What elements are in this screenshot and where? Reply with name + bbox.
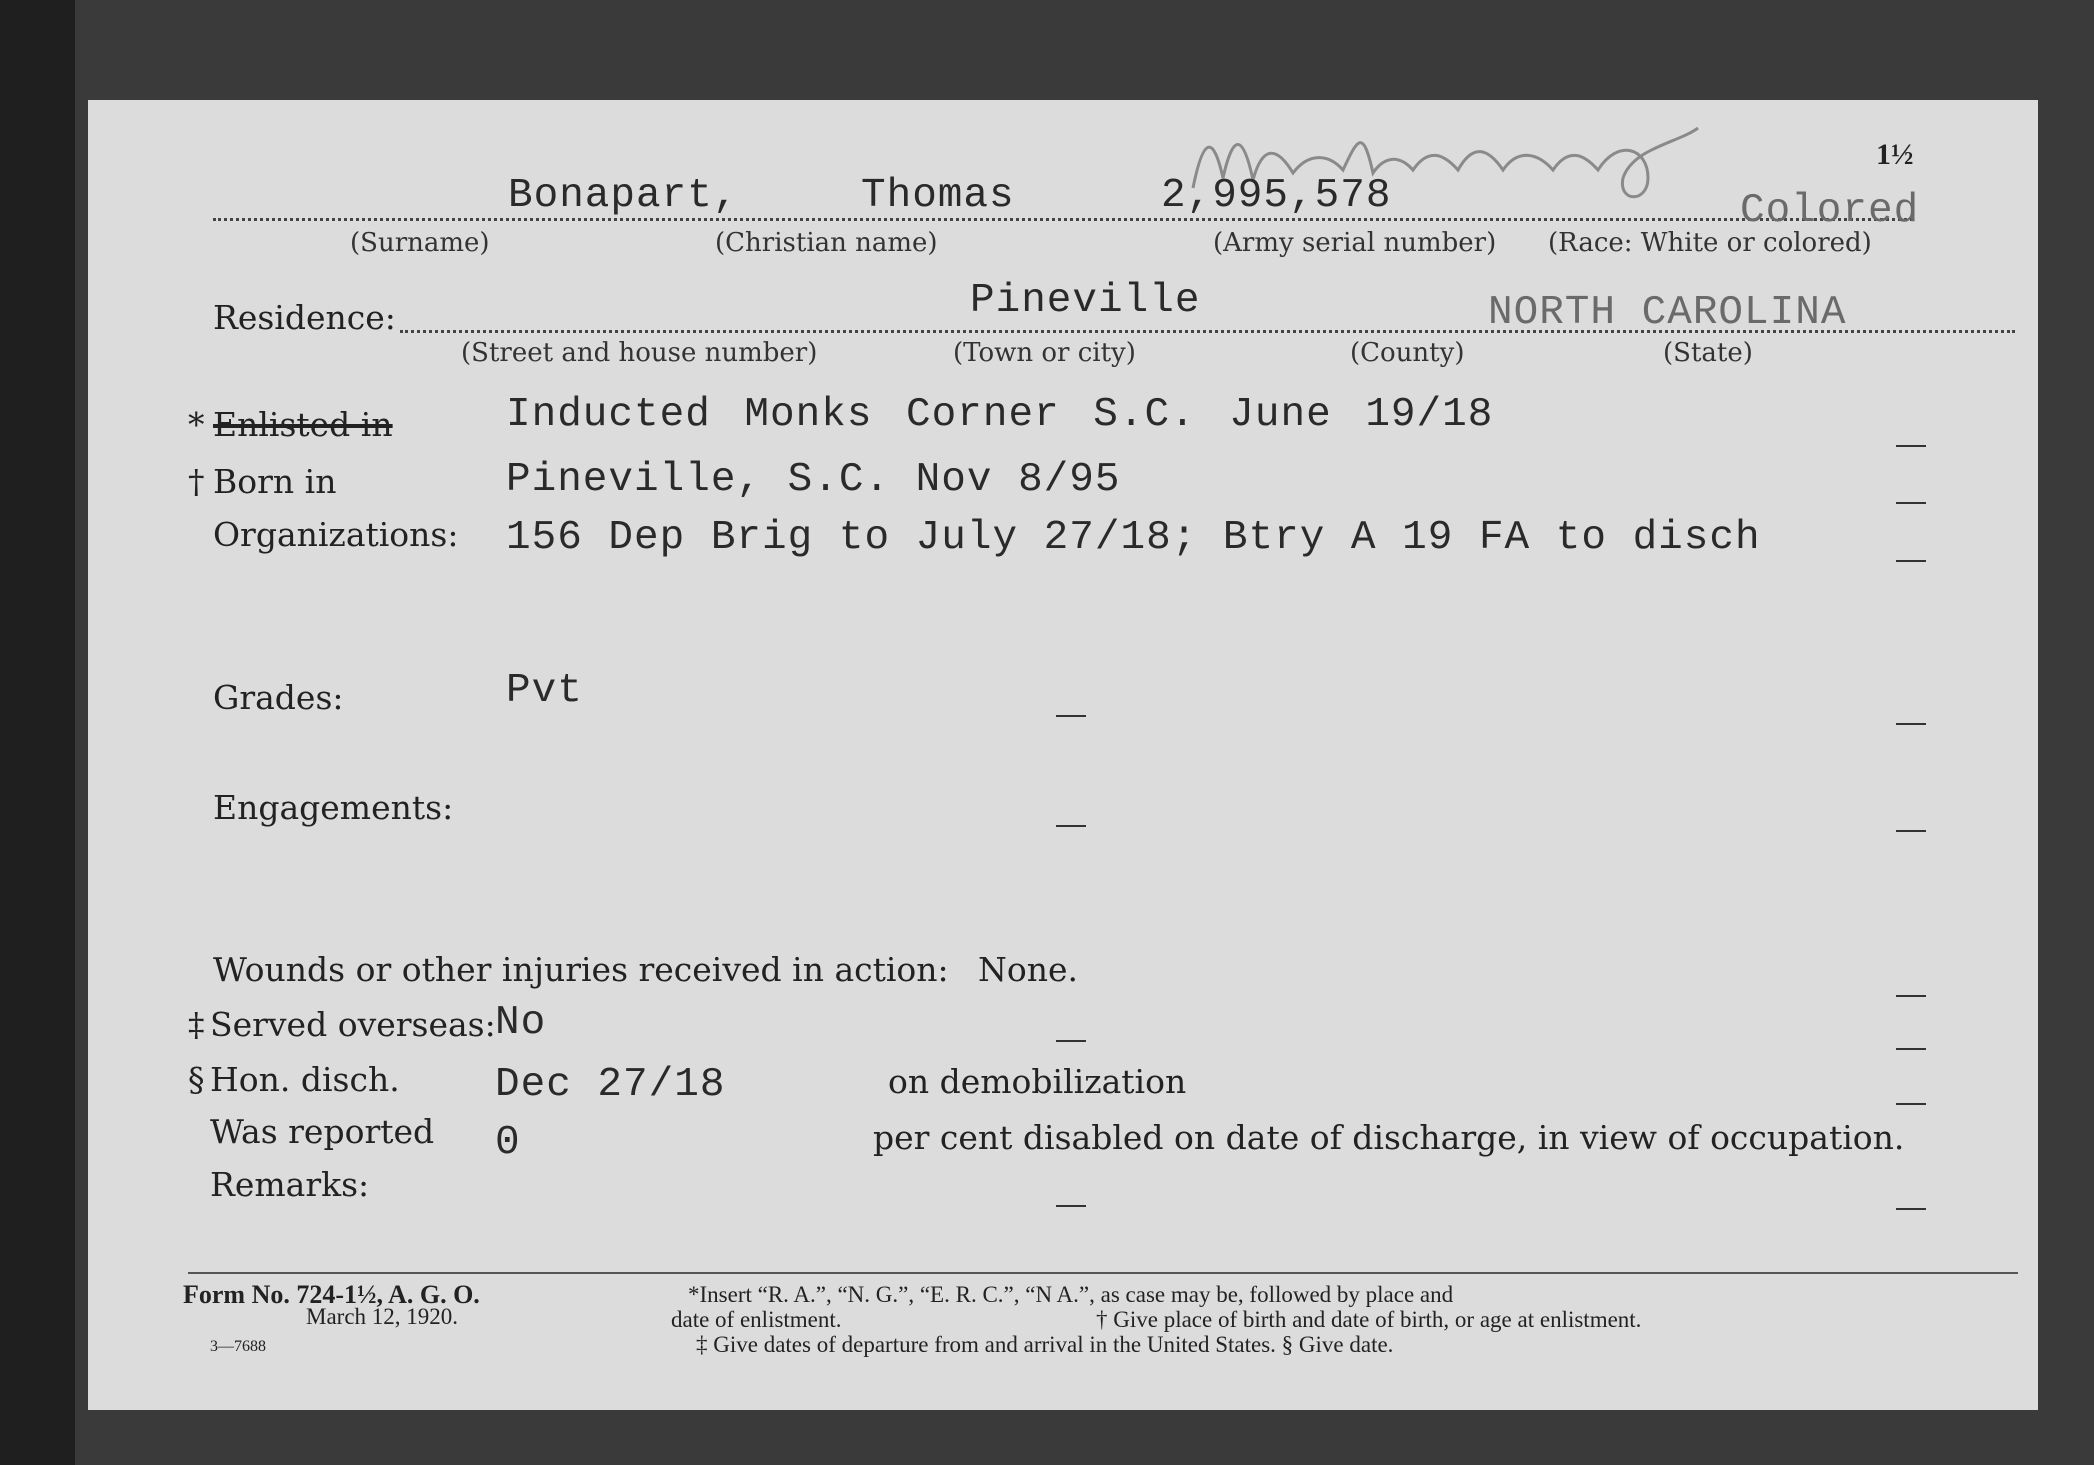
- print-code: 3—7688: [210, 1338, 266, 1355]
- serial-value: 2,995,578: [1161, 173, 1392, 219]
- grades-value: Pvt: [506, 668, 583, 714]
- dash-enlisted: [1896, 445, 1926, 447]
- dash-grades-mid: [1056, 715, 1086, 717]
- reported-value: 0: [495, 1120, 521, 1166]
- hon-disch-mark: §: [188, 1060, 205, 1099]
- born-value: Pineville, S.C. Nov 8/95: [506, 457, 1121, 503]
- dash-remarks-mid: [1056, 1205, 1086, 1207]
- dash-hon-disch: [1896, 1103, 1926, 1105]
- dash-organizations: [1896, 560, 1926, 562]
- dash-overseas: [1896, 1048, 1926, 1050]
- footer-note-2a: date of enlistment.: [671, 1307, 842, 1332]
- residence-state-value: NORTH CAROLINA: [1488, 290, 1847, 336]
- corner-number: 1½: [1876, 138, 1914, 171]
- wounds-value: None.: [978, 950, 1079, 989]
- dash-born: [1896, 502, 1926, 504]
- enlisted-mark: *: [188, 405, 205, 444]
- hon-disch-label: Hon. disch.: [210, 1060, 400, 1099]
- overseas-label: Served overseas:: [210, 1005, 496, 1044]
- reported-label: Was reported: [210, 1112, 435, 1151]
- footer-note-1: *Insert “R. A.”, “N. G.”, “E. R. C.”, “N A.”, as case may be, followed by place and: [688, 1282, 1454, 1307]
- town-caption: (Town or city): [953, 338, 1136, 368]
- born-mark: †: [188, 462, 205, 501]
- header-dotted-line: [213, 218, 1913, 221]
- dash-overseas-mid: [1056, 1040, 1086, 1042]
- hon-disch-note: on demobilization: [888, 1062, 1187, 1101]
- footer-note-3: ‡ Give dates of departure from and arrival in the United States. § Give date.: [696, 1332, 1394, 1357]
- surname-value: Bonapart,: [508, 173, 739, 219]
- serial-caption: (Army serial number): [1213, 228, 1497, 258]
- engagements-label: Engagements:: [213, 788, 454, 827]
- overseas-mark: ‡: [188, 1005, 205, 1044]
- record-card: [88, 100, 2038, 1410]
- organizations-label: Organizations:: [213, 515, 459, 554]
- footer-note-2b: † Give place of birth and date of birth, or age at enlistment.: [1096, 1307, 1642, 1332]
- form-number: Form No. 724-1½, A. G. O.: [183, 1280, 480, 1309]
- dash-grades: [1896, 723, 1926, 725]
- grades-label: Grades:: [213, 678, 344, 717]
- race-value: Colored: [1740, 188, 1920, 234]
- footer-rule: [188, 1272, 2018, 1274]
- organizations-value: 156 Dep Brig to July 27/18; Btry A 19 FA to disch: [506, 515, 1761, 561]
- street-caption: (Street and house number): [461, 338, 818, 368]
- remarks-label: Remarks:: [210, 1165, 370, 1204]
- christian-name-value: Thomas: [861, 173, 1015, 219]
- scan-left-strip: [0, 0, 75, 1465]
- residence-town-value: Pineville: [970, 278, 1201, 324]
- residence-label: Residence:: [213, 298, 396, 337]
- enlisted-label: Enlisted in: [213, 405, 393, 444]
- state-caption: (State): [1663, 338, 1753, 368]
- hon-disch-date: Dec 27/18: [495, 1062, 726, 1108]
- dash-wounds: [1896, 995, 1926, 997]
- dash-engagements-mid: [1056, 825, 1086, 827]
- race-caption: (Race: White or colored): [1548, 228, 1872, 258]
- county-caption: (County): [1350, 338, 1465, 368]
- reported-note: per cent disabled on date of discharge, in view of occupation.: [873, 1118, 1905, 1157]
- enlisted-value: Inducted Monks Corner S.C. June 19/18: [506, 392, 1494, 438]
- born-label: Born in: [213, 462, 337, 501]
- dash-remarks: [1896, 1208, 1926, 1210]
- surname-caption: (Surname): [350, 228, 490, 258]
- wounds-label: Wounds or other injuries received in action:: [213, 950, 949, 989]
- christian-caption: (Christian name): [715, 228, 938, 258]
- overseas-value: No: [495, 1000, 547, 1046]
- form-date: March 12, 1920.: [306, 1304, 459, 1329]
- dash-engagements: [1896, 830, 1926, 832]
